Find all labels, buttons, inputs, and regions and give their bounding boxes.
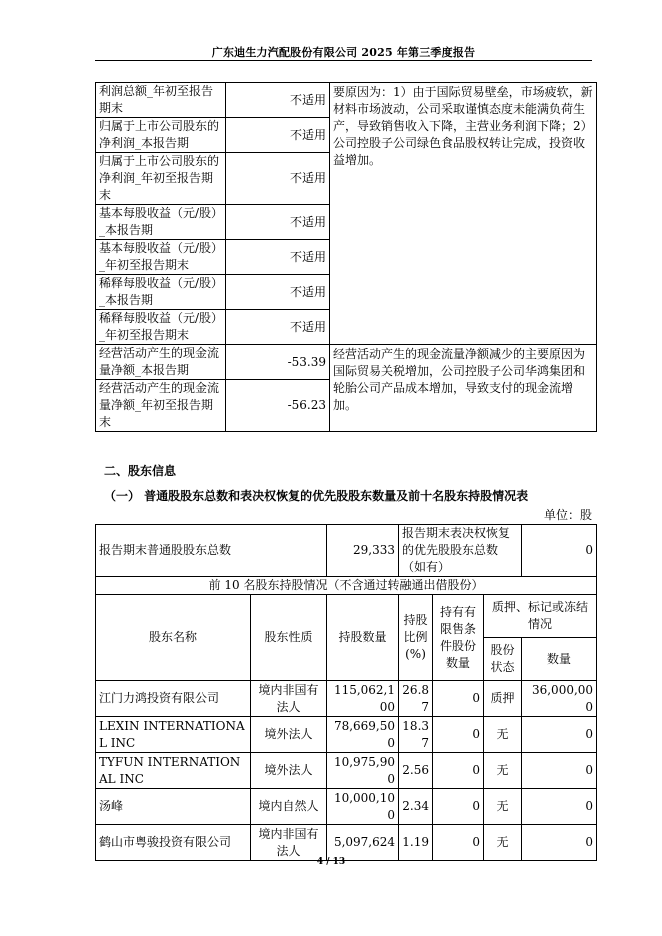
col-header-ratio: 持股比例(%): [399, 595, 433, 681]
restricted-shares: 0: [433, 681, 484, 717]
table-row: [96, 717, 597, 753]
shares-held: 5,097,624: [327, 825, 399, 861]
table-row: [96, 825, 597, 861]
header-rule: [95, 60, 592, 61]
shareholders-table: [95, 524, 597, 861]
pledge-qty: 0: [522, 789, 597, 825]
table-row: [96, 789, 597, 825]
pledge-qty: 0: [522, 717, 597, 753]
shares-held: 78,669,500: [327, 717, 399, 753]
table-row: [96, 753, 597, 789]
col-header-pledge-status: 股份状态: [484, 638, 522, 681]
holding-ratio: 2.56: [399, 753, 433, 789]
col-header-pledge: 质押、标记或冻结情况: [484, 595, 597, 638]
shares-held: 10,000,100: [327, 789, 399, 825]
preferred-holders-value: 0: [522, 525, 597, 577]
pledge-status: 质押: [484, 681, 522, 717]
holding-ratio: 18.37: [399, 717, 433, 753]
row-label: 归属于上市公司股东的净利润_本报告期: [96, 118, 226, 153]
shares-held: 10,975,900: [327, 753, 399, 789]
top10-title: 前 10 名股东持股情况（不含通过转融通出借股份）: [96, 577, 597, 595]
table-row: [96, 681, 597, 717]
col-header-name: 股东名称: [96, 595, 251, 681]
row-label: 基本每股收益（元/股）_年初至报告期末: [96, 240, 226, 275]
pledge-status: 无: [484, 753, 522, 789]
shareholder-name: 江门力鸿投资有限公司: [96, 681, 251, 717]
reason-cash: 经营活动产生的现金流量净额减少的主要原因为国际贸易关税增加，公司控股子公司华鸿集团和轮胎公司产品成本增加，导致支付的现金流增加。: [330, 345, 597, 432]
section-subheading: （一） 普通股股东总数和表决权恢复的优先股股东数量及前十名股东持股情况表: [104, 489, 529, 503]
row-label: 稀释每股收益（元/股）_本报告期: [96, 275, 226, 310]
row-value: 不适用: [226, 153, 330, 205]
row-value: 不适用: [226, 118, 330, 153]
total-holders-label: 报告期末普通股股东总数: [96, 525, 327, 577]
row-value: 不适用: [226, 310, 330, 345]
shareholder-name: 鹤山市粤骏投资有限公司: [96, 825, 251, 861]
unit-label: 单位：股: [543, 508, 592, 522]
pledge-status: 无: [484, 717, 522, 753]
row-label: 稀释每股收益（元/股）_年初至报告期末: [96, 310, 226, 345]
row-value: -53.39: [226, 345, 330, 380]
row-label: 归属于上市公司股东的净利润_年初至报告期末: [96, 153, 226, 205]
reason-profit: 要原因为：1）由于国际贸易壁垒，市场疲软，新材料市场波动，公司采取谨慎态度未能满负荷生产，导致销售收入下降，主营业务利润下降；2）公司控股子公司绿色食品股权转让完成，投资收益增加。: [330, 83, 597, 345]
shareholder-name: 汤峰: [96, 789, 251, 825]
shares-held: 115,062,100: [327, 681, 399, 717]
restricted-shares: 0: [433, 825, 484, 861]
pledge-qty: 0: [522, 825, 597, 861]
row-label: 经营活动产生的现金流量净额_年初至报告期末: [96, 380, 226, 432]
total-holders-value: 29,333: [327, 525, 399, 577]
row-value: 不适用: [226, 83, 330, 118]
section-heading: 二、股东信息: [104, 464, 177, 478]
shareholder-name: TYFUN INTERNATIONAL INC: [96, 753, 251, 789]
shareholder-nature: 境内非国有法人: [251, 681, 327, 717]
shareholder-nature: 境外法人: [251, 717, 327, 753]
shareholder-nature: 境外法人: [251, 753, 327, 789]
col-header-pledge-qty: 数量: [522, 638, 597, 681]
financial-indicators-table: [95, 82, 597, 432]
page-number: 4 / 13: [316, 857, 346, 867]
holding-ratio: 2.34: [399, 789, 433, 825]
pledge-qty: 0: [522, 753, 597, 789]
pledge-qty: 36,000,000: [522, 681, 597, 717]
restricted-shares: 0: [433, 753, 484, 789]
row-value: 不适用: [226, 205, 330, 240]
report-header: 广东迪生力汽配股份有限公司 2025 年第三季度报告: [211, 46, 476, 59]
col-header-nature: 股东性质: [251, 595, 327, 681]
pledge-status: 无: [484, 825, 522, 861]
row-label: 基本每股收益（元/股）_本报告期: [96, 205, 226, 240]
shareholder-nature: 境内自然人: [251, 789, 327, 825]
row-label: 经营活动产生的现金流量净额_本报告期: [96, 345, 226, 380]
holding-ratio: 26.87: [399, 681, 433, 717]
preferred-holders-label: 报告期末表决权恢复的优先股股东总数（如有）: [399, 525, 522, 577]
holding-ratio: 1.19: [399, 825, 433, 861]
restricted-shares: 0: [433, 789, 484, 825]
row-value: -56.23: [226, 380, 330, 432]
shareholder-name: LEXIN INTERNATIONAL INC: [96, 717, 251, 753]
shareholder-nature: 境内非国有法人: [251, 825, 327, 861]
col-header-restricted: 持有有限售条件股份数量: [433, 595, 484, 681]
row-value: 不适用: [226, 240, 330, 275]
col-header-shares: 持股数量: [327, 595, 399, 681]
row-label: 利润总额_年初至报告期末: [96, 83, 226, 118]
pledge-status: 无: [484, 789, 522, 825]
restricted-shares: 0: [433, 717, 484, 753]
row-value: 不适用: [226, 275, 330, 310]
